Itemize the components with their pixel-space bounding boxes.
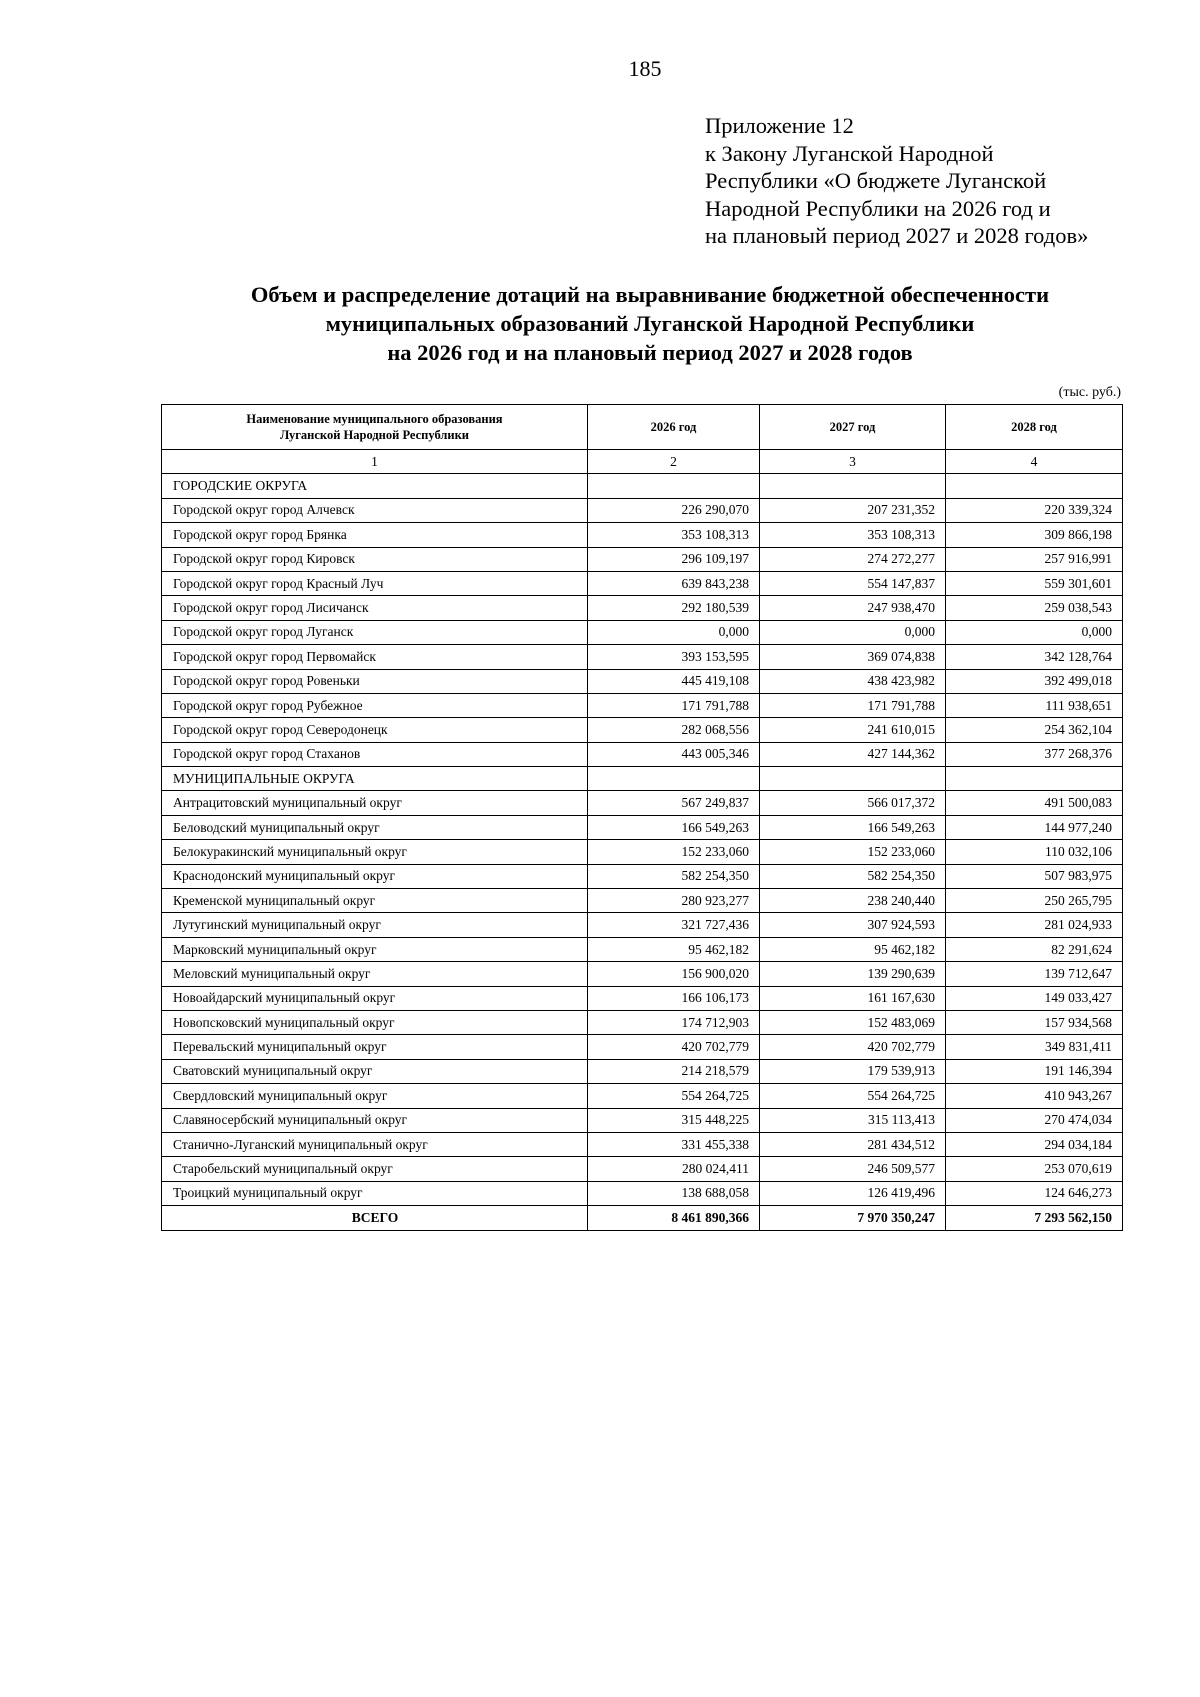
municipality-name: Городской округ город Северодонецк [162,718,588,742]
value-2028: 250 265,795 [946,889,1123,913]
value-2027: 427 144,362 [760,742,946,766]
municipality-name: Краснодонский муниципальный округ [162,864,588,888]
header-2028: 2028 год [946,405,1123,450]
value-2027: 554 147,837 [760,571,946,595]
value-2026: 166 106,173 [588,986,760,1010]
municipality-name: Марковский муниципальный округ [162,937,588,961]
value-2026: 282 068,556 [588,718,760,742]
municipality-name: Троицкий муниципальный округ [162,1181,588,1205]
value-2026: 226 290,070 [588,498,760,522]
value-2027: 161 167,630 [760,986,946,1010]
table-row [162,693,1123,717]
value-2027: 554 264,725 [760,1084,946,1108]
table-row [162,986,1123,1010]
table-row [162,1084,1123,1108]
empty-cell [588,474,760,498]
value-2028: 491 500,083 [946,791,1123,815]
appendix-line: Приложение 12 [705,113,854,138]
table-row [162,840,1123,864]
municipality-name: Антрацитовский муниципальный округ [162,791,588,815]
municipality-name: Беловодский муниципальный округ [162,815,588,839]
value-2027: 207 231,352 [760,498,946,522]
column-number-row [162,450,1123,474]
empty-cell [760,767,946,791]
table-row [162,1035,1123,1059]
value-2026: 445 419,108 [588,669,760,693]
table-row [162,620,1123,644]
table-row [162,645,1123,669]
value-2027: 152 233,060 [760,840,946,864]
table-row [162,1157,1123,1181]
municipality-name: Свердловский муниципальный округ [162,1084,588,1108]
table-row [162,1010,1123,1034]
value-2028: 254 362,104 [946,718,1123,742]
value-2026: 554 264,725 [588,1084,760,1108]
municipality-name: Меловский муниципальный округ [162,962,588,986]
value-2027: 315 113,413 [760,1108,946,1132]
empty-cell [588,767,760,791]
value-2027: 582 254,350 [760,864,946,888]
value-2028: 309 866,198 [946,523,1123,547]
municipality-name: Городской округ город Лисичанск [162,596,588,620]
value-2026: 156 900,020 [588,962,760,986]
table-body [162,450,1123,1231]
value-2027: 420 702,779 [760,1035,946,1059]
table-row [162,1059,1123,1083]
value-2027: 179 539,913 [760,1059,946,1083]
municipality-name: Сватовский муниципальный округ [162,1059,588,1083]
value-2026: 315 448,225 [588,1108,760,1132]
value-2028: 559 301,601 [946,571,1123,595]
table-row [162,791,1123,815]
value-2028: 0,000 [946,620,1123,644]
value-2027: 139 290,639 [760,962,946,986]
municipality-name: Городской округ город Первомайск [162,645,588,669]
value-2026: 567 249,837 [588,791,760,815]
column-number: 1 [162,450,588,474]
value-2028: 111 938,651 [946,693,1123,717]
title-line: Объем и распределение дотаций на выравнивание бюджетной обеспеченности [250,282,1050,307]
value-2028: 82 291,624 [946,937,1123,961]
empty-cell [760,474,946,498]
municipality-name: Городской округ город Красный Луч [162,571,588,595]
header-name [162,405,588,450]
value-2028: 139 712,647 [946,962,1123,986]
municipality-name: Городской округ город Кировск [162,547,588,571]
value-2026: 171 791,788 [588,693,760,717]
appendix-reference [705,112,1088,250]
municipality-name: Лутугинский муниципальный округ [162,913,588,937]
table-row [162,498,1123,522]
municipality-name: Старобельский муниципальный округ [162,1157,588,1181]
table-header-row [162,405,1123,450]
value-2028: 253 070,619 [946,1157,1123,1181]
table-row [162,937,1123,961]
value-2026: 0,000 [588,620,760,644]
value-2026: 174 712,903 [588,1010,760,1034]
table-row [162,913,1123,937]
table-row [162,571,1123,595]
value-2028: 392 499,018 [946,669,1123,693]
municipality-name: Городской округ город Рубежное [162,693,588,717]
value-2027: 274 272,277 [760,547,946,571]
value-2026: 292 180,539 [588,596,760,620]
value-2028: 507 983,975 [946,864,1123,888]
table-row [162,1132,1123,1156]
table-row [162,523,1123,547]
value-2028: 259 038,543 [946,596,1123,620]
section-header-row [162,474,1123,498]
municipality-name: Белокуракинский муниципальный округ [162,840,588,864]
value-2028: 410 943,267 [946,1084,1123,1108]
title-line: на 2026 год и на плановый период 2027 и 2028 годов [387,340,913,365]
value-2026: 280 024,411 [588,1157,760,1181]
municipality-name: Городской округ город Брянка [162,523,588,547]
value-2028: 349 831,411 [946,1035,1123,1059]
value-2026: 639 843,238 [588,571,760,595]
section-title: МУНИЦИПАЛЬНЫЕ ОКРУГА [162,767,588,791]
table-row [162,889,1123,913]
value-2026: 296 109,197 [588,547,760,571]
value-2028: 294 034,184 [946,1132,1123,1156]
table-row [162,718,1123,742]
appendix-line: к Закону Луганской Народной [705,140,994,166]
total-row [162,1206,1123,1230]
value-2028: 157 934,568 [946,1010,1123,1034]
value-2026: 331 455,338 [588,1132,760,1156]
value-2026: 582 254,350 [588,864,760,888]
value-2027: 353 108,313 [760,523,946,547]
page-number: 185 [628,56,662,81]
table-row [162,962,1123,986]
value-2027: 126 419,496 [760,1181,946,1205]
municipality-name: Городской округ город Стаханов [162,742,588,766]
value-2028: 270 474,034 [946,1108,1123,1132]
total-2028: 7 293 562,150 [946,1206,1123,1230]
municipality-name: Новоайдарский муниципальный округ [162,986,588,1010]
value-2027: 0,000 [760,620,946,644]
municipality-name: Новопсковский муниципальный округ [162,1010,588,1034]
total-label: ВСЕГО [162,1206,588,1230]
total-2026: 8 461 890,366 [588,1206,760,1230]
document-title [150,280,1150,367]
table-row [162,742,1123,766]
value-2028: 377 268,376 [946,742,1123,766]
value-2028: 220 339,324 [946,498,1123,522]
table-row [162,547,1123,571]
value-2026: 280 923,277 [588,889,760,913]
section-title: ГОРОДСКИЕ ОКРУГА [162,474,588,498]
value-2027: 246 509,577 [760,1157,946,1181]
value-2026: 95 462,182 [588,937,760,961]
value-2027: 438 423,982 [760,669,946,693]
municipality-name: Перевальский муниципальный округ [162,1035,588,1059]
column-number: 4 [946,450,1123,474]
value-2026: 166 549,263 [588,815,760,839]
value-2026: 214 218,579 [588,1059,760,1083]
total-2027: 7 970 350,247 [760,1206,946,1230]
value-2028: 110 032,106 [946,840,1123,864]
value-2028: 342 128,764 [946,645,1123,669]
value-2026: 420 702,779 [588,1035,760,1059]
value-2026: 138 688,058 [588,1181,760,1205]
title-line: муниципальных образований Луганской Народной Республики [325,311,975,336]
value-2026: 393 153,595 [588,645,760,669]
table-row [162,815,1123,839]
municipality-name: Городской округ город Ровеньки [162,669,588,693]
value-2027: 307 924,593 [760,913,946,937]
value-2026: 321 727,436 [588,913,760,937]
value-2027: 238 240,440 [760,889,946,913]
municipality-name: Славяносербский муниципальный округ [162,1108,588,1132]
subsidies-table [161,404,1123,1231]
value-2028: 144 977,240 [946,815,1123,839]
value-2027: 171 791,788 [760,693,946,717]
value-2028: 257 916,991 [946,547,1123,571]
appendix-line: Республики «О бюджете Луганской [705,168,1047,193]
table-row [162,596,1123,620]
header-2026: 2026 год [588,405,760,450]
empty-cell [946,474,1123,498]
value-2028: 191 146,394 [946,1059,1123,1083]
table-row [162,669,1123,693]
value-2027: 241 610,015 [760,718,946,742]
column-number: 2 [588,450,760,474]
municipality-name: Городской округ город Луганск [162,620,588,644]
table-row [162,1108,1123,1132]
value-2028: 281 024,933 [946,913,1123,937]
column-number: 3 [760,450,946,474]
appendix-line: Народной Республики на 2026 год и [705,195,1051,221]
header-name-line1: Наименование муниципального образования [246,412,503,426]
value-2026: 353 108,313 [588,523,760,547]
section-header-row [162,767,1123,791]
value-2028: 124 646,273 [946,1181,1123,1205]
table-row [162,1181,1123,1205]
value-2027: 166 549,263 [760,815,946,839]
value-2026: 152 233,060 [588,840,760,864]
value-2027: 369 074,838 [760,645,946,669]
municipality-name: Станично-Луганский муниципальный округ [162,1132,588,1156]
municipality-name: Кременской муниципальный округ [162,889,588,913]
empty-cell [946,767,1123,791]
appendix-line: на плановый период 2027 и 2028 годов» [705,223,1089,248]
value-2027: 247 938,470 [760,596,946,620]
value-2027: 152 483,069 [760,1010,946,1034]
value-2026: 443 005,346 [588,742,760,766]
header-name-line2: Луганской Народной Республики [279,428,470,442]
value-2027: 566 017,372 [760,791,946,815]
table-row [162,864,1123,888]
value-2027: 281 434,512 [760,1132,946,1156]
value-2028: 149 033,427 [946,986,1123,1010]
units-label: (тыс. руб.) [1058,385,1121,400]
value-2027: 95 462,182 [760,937,946,961]
municipality-name: Городской округ город Алчевск [162,498,588,522]
header-2027: 2027 год [760,405,946,450]
